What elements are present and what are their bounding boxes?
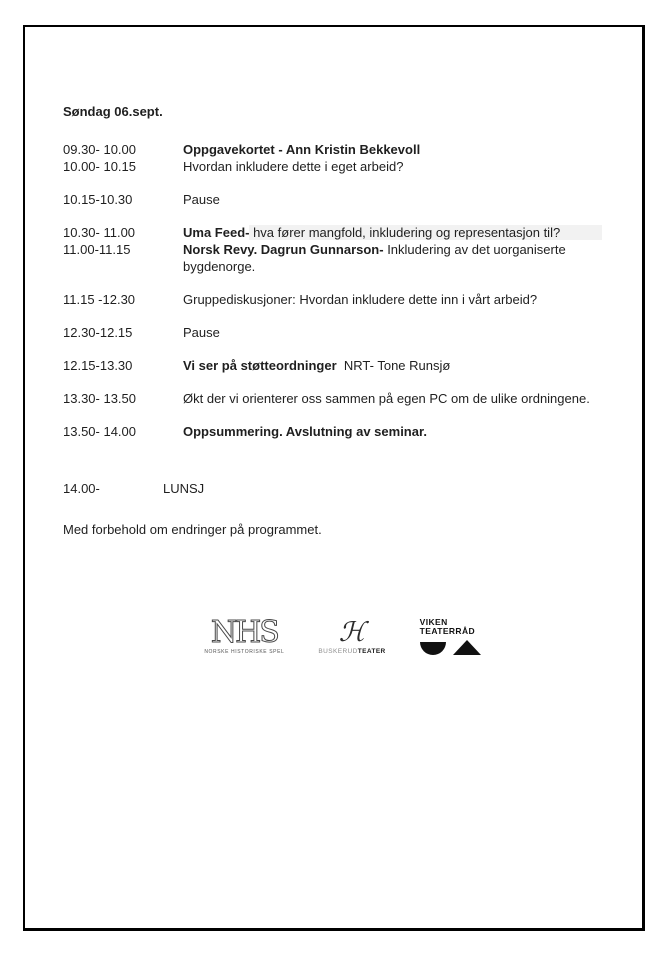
- buskerud-script-icon: ℋ: [338, 616, 366, 648]
- buskerud-wordmark: [318, 648, 385, 655]
- schedule-rows: [63, 141, 622, 440]
- schedule-description: [183, 241, 613, 275]
- schedule-text-segment: Pause: [183, 192, 220, 207]
- schedule-text-segment: Vi ser på støtteordninger: [183, 358, 337, 373]
- lunch-time: 14.00-: [63, 481, 100, 496]
- schedule-time: 13.50- 14.00: [63, 424, 137, 439]
- schedule-description: [183, 390, 613, 407]
- schedule-description: [183, 158, 613, 175]
- schedule-time: 09.30- 10.00: [63, 142, 137, 157]
- buskerud-teater-logo: [318, 616, 386, 655]
- schedule-text-segment: Oppgavekortet - Ann Kristin Bekkevoll: [183, 142, 421, 157]
- program-page: [23, 25, 645, 931]
- schedule-description: [183, 324, 613, 341]
- schedule-row: [63, 357, 622, 374]
- schedule-row: [63, 224, 622, 241]
- schedule-text-segment: Hvordan inkludere dette i eget arbeid?: [183, 159, 404, 174]
- nhs-monogram-icon: NHS: [210, 615, 278, 650]
- schedule-row: [63, 241, 622, 275]
- schedule-description: [183, 291, 613, 308]
- schedule-row: [63, 191, 622, 208]
- schedule-text-segment: NRT- Tone Runsjø: [336, 358, 451, 373]
- schedule-description: [183, 141, 613, 158]
- half-disc-icon: [420, 642, 446, 655]
- schedule-time: 10.30- 11.00: [63, 225, 136, 240]
- triangle-icon: [453, 640, 481, 655]
- program-disclaimer: Med forbehold om endringer på programmet.: [63, 522, 322, 537]
- nhs-caption: NORSKE HISTORISKE SPEL: [204, 649, 285, 655]
- viken-wordmark: VIKEN TEATERRÅD: [419, 617, 476, 636]
- buskerud-wordmark-light: BUSKERUD: [318, 647, 358, 655]
- schedule-text-segment: hva fører mangfold, inkludering og representasjon til?: [249, 225, 602, 240]
- schedule-description: [183, 224, 613, 241]
- schedule-description: [183, 423, 613, 440]
- schedule-text-segment: Norsk Revy. Dagrun Gunnarson-: [183, 242, 384, 257]
- schedule-time: 10.15-10.30: [63, 192, 133, 207]
- schedule-time: 12.15-13.30: [63, 358, 133, 373]
- schedule-row: [63, 423, 622, 440]
- schedule-row: [63, 390, 622, 407]
- viken-shapes: [420, 640, 481, 655]
- schedule-text-segment: Oppsummering. Avslutning av seminar.: [183, 424, 427, 439]
- logo-strip: [63, 615, 622, 655]
- schedule-description: [183, 357, 613, 374]
- lunch-label: LUNSJ: [163, 481, 205, 496]
- buskerud-wordmark-bold: TEATER: [357, 647, 386, 655]
- schedule-time: 11.15 -12.30: [63, 292, 136, 307]
- nhs-logo: [204, 615, 285, 655]
- lunch-row: [63, 480, 622, 497]
- schedule-text-segment: Pause: [183, 325, 220, 340]
- viken-teaterrad-logo: [420, 618, 481, 655]
- schedule-time: 12.30-12.15: [63, 325, 133, 340]
- schedule-time: 10.00- 10.15: [63, 159, 137, 174]
- schedule-text-segment: Gruppediskusjoner: Hvordan inkludere dette inn i vårt arbeid?: [183, 292, 538, 307]
- schedule-text-segment: Økt der vi orienterer oss sammen på egen PC om de ulike ordningene.: [183, 391, 590, 406]
- schedule-row: [63, 141, 622, 158]
- schedule-text-segment: Inkludering av det uorganiserte bygdenorge.: [183, 242, 570, 274]
- schedule-row: [63, 158, 622, 175]
- schedule-time: 13.30- 13.50: [63, 391, 137, 406]
- schedule-description: [183, 191, 613, 208]
- schedule-row: [63, 324, 622, 341]
- schedule-row: [63, 291, 622, 308]
- schedule-time: 11.00-11.15: [63, 242, 131, 257]
- schedule-text-segment: Uma Feed-: [183, 225, 250, 240]
- date-heading: Søndag 06.sept.: [63, 104, 163, 119]
